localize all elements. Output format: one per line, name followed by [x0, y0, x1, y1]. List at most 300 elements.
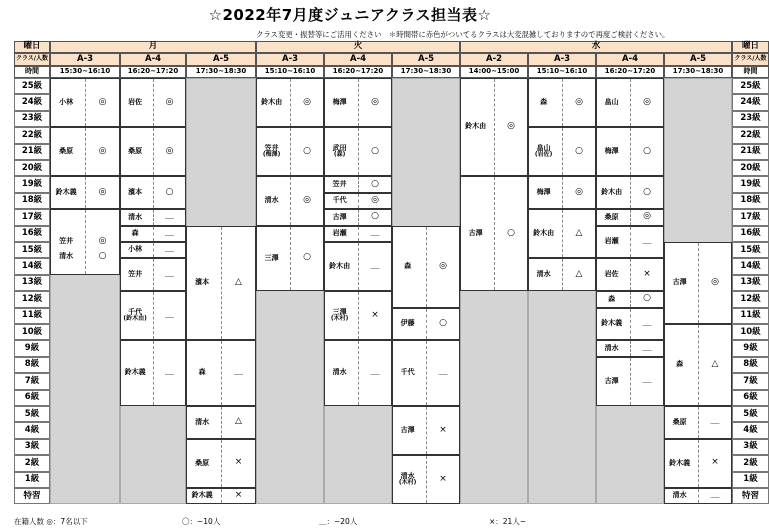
- class-code-header: A-2: [460, 53, 528, 66]
- coach-name: [324, 193, 355, 209]
- level-label: 特習: [14, 488, 50, 504]
- coach-name-text: 清水: [332, 368, 347, 377]
- coach-name-text: 清水: [59, 251, 74, 260]
- class-code-header: A-4: [120, 53, 186, 66]
- coach-name: [596, 78, 627, 127]
- divider: [153, 210, 154, 224]
- capacity-mark: ○: [643, 186, 651, 197]
- coach-name-text: 千代: [128, 307, 143, 316]
- coach-name-text: 古澤: [468, 228, 483, 237]
- level-label-right: 2級: [732, 455, 769, 471]
- class-code-header: A-3: [50, 53, 120, 66]
- coach-name: [186, 406, 218, 439]
- coach-name-text: 清水: [536, 269, 551, 278]
- capacity-mark: ◎: [98, 96, 107, 107]
- coach-name-text: 三澤: [332, 307, 347, 316]
- coach-name: [324, 340, 355, 406]
- capacity-mark: ○: [575, 145, 583, 156]
- coach-name: [50, 78, 82, 127]
- coach-name: [256, 176, 287, 225]
- divider: [358, 210, 359, 224]
- divider: [426, 341, 427, 405]
- coach-name-text: 三澤: [264, 253, 279, 262]
- coach-name-text: 鈴木義: [55, 187, 77, 196]
- class-code-header: A-3: [528, 53, 596, 66]
- coach-name-text: 梅澤: [332, 97, 347, 106]
- coach-name-text: 鈴木義: [601, 319, 623, 328]
- coach-name-text: 清水: [128, 212, 143, 221]
- coach-name: [460, 176, 491, 291]
- level-label-right: 10級: [732, 324, 769, 340]
- capacity-mark: ×: [711, 457, 719, 468]
- capacity-mark: △: [235, 277, 242, 288]
- coach-name-text: 清水: [604, 343, 619, 352]
- capacity-mark: ＿: [710, 490, 720, 501]
- divider: [290, 227, 291, 291]
- class-code-header: A-4: [324, 53, 392, 66]
- coach-name: [120, 226, 150, 242]
- coach-name-text: 桑原: [672, 417, 687, 426]
- divider: [426, 456, 427, 503]
- coach-name: [664, 242, 695, 324]
- divider: [698, 407, 699, 438]
- level-label: 13級: [14, 275, 50, 291]
- divider: [698, 243, 699, 323]
- coach-name: [120, 340, 150, 406]
- coach-name-text: 桑原: [604, 212, 619, 221]
- capacity-mark: ○: [303, 145, 311, 156]
- level-label: 22級: [14, 127, 50, 143]
- divider: [358, 341, 359, 405]
- coach-name-text: 梅澤: [604, 146, 619, 155]
- divider: [153, 128, 154, 175]
- class-code-header: A-5: [186, 53, 256, 66]
- capacity-mark: ◎: [98, 186, 107, 197]
- coach-name: [460, 78, 491, 176]
- usage-note: クラス変更・振替等にご活用ください ＊時間帯に赤色がついてるクラスは大変混雑しておりますので再度ご検討ください。: [256, 30, 670, 39]
- capacity-mark: ×: [371, 309, 379, 320]
- capacity-mark: ＿: [642, 236, 652, 247]
- coach-name-text: 清水: [264, 196, 279, 205]
- coach-name: [528, 176, 559, 209]
- divider: [221, 227, 222, 340]
- coach-name-text: 森: [676, 360, 684, 369]
- class-code-header: A-5: [664, 53, 732, 66]
- divider: [153, 227, 154, 241]
- coach-name: [324, 242, 355, 291]
- divider: [630, 358, 631, 405]
- capacity-mark: ○: [303, 252, 311, 263]
- coach-name-text: 鈴木由: [465, 122, 487, 131]
- level-label: 17級: [14, 209, 50, 225]
- coach-name: [120, 242, 150, 258]
- coach-name: [324, 291, 355, 340]
- divider: [494, 79, 495, 175]
- level-label: 18級: [14, 193, 50, 209]
- coach-name: [120, 291, 150, 340]
- capacity-mark: ＿: [164, 268, 174, 279]
- page-title: ☆2022年7月度ジュニアクラス担当表☆: [208, 6, 492, 24]
- coach-name-text: 岩佐: [604, 269, 619, 278]
- coach-name: [120, 258, 150, 291]
- coach-name-text: 岩佐: [128, 97, 143, 106]
- coach-name: [186, 340, 218, 406]
- coach-name: [50, 176, 82, 209]
- divider: [358, 194, 359, 208]
- divider: [290, 128, 291, 175]
- header-youbi-right: 曜日: [732, 41, 769, 53]
- coach-name-text: 岩瀬: [332, 228, 347, 237]
- legend-item-full: ×：21人~: [489, 517, 527, 526]
- capacity-mark: ○: [507, 227, 515, 238]
- level-label: 24級: [14, 94, 50, 110]
- divider: [153, 341, 154, 405]
- coach-name: [256, 226, 287, 292]
- class-code-header: A-4: [596, 53, 664, 66]
- coach-name: [324, 127, 355, 176]
- coach-name: [596, 291, 627, 307]
- coach-name: [392, 455, 423, 504]
- coach-name: [120, 176, 150, 209]
- divider: [630, 128, 631, 175]
- coach-name: [186, 488, 218, 504]
- divider: [290, 177, 291, 224]
- coach-name: [186, 226, 218, 341]
- capacity-mark: ◎: [303, 96, 311, 107]
- class-time-header: 17:30~18:30: [186, 66, 256, 78]
- capacity-mark: ◎: [643, 96, 651, 107]
- level-label-right: 7級: [732, 373, 769, 389]
- class-code-header: A-3: [256, 53, 324, 66]
- coach-name-text: 森: [198, 368, 206, 377]
- divider: [358, 128, 359, 175]
- level-label: 10級: [14, 324, 50, 340]
- coach-name: [528, 258, 559, 291]
- divider: [494, 177, 495, 290]
- level-label-right: 25級: [732, 78, 769, 94]
- level-label-right: 20級: [732, 160, 769, 176]
- capacity-mark: ＿: [370, 227, 380, 238]
- divider: [562, 177, 563, 208]
- divider: [153, 292, 154, 339]
- coach-name-text: 鈴木義: [124, 368, 146, 377]
- capacity-mark: ＿: [710, 416, 720, 427]
- level-label-right: 12級: [732, 291, 769, 307]
- coach-name-text: 古澤: [400, 425, 415, 434]
- capacity-mark: ◎: [439, 260, 447, 271]
- coach-name-text: 岩瀬: [604, 237, 619, 246]
- capacity-mark: ＿: [164, 367, 174, 378]
- divider: [630, 259, 631, 290]
- capacity-mark: ○: [643, 145, 651, 156]
- level-label: 20級: [14, 160, 50, 176]
- coach-name: [528, 209, 559, 258]
- level-label: 15級: [14, 242, 50, 258]
- class-time-header: 15:10~16:10: [528, 66, 596, 78]
- level-label: 6級: [14, 390, 50, 406]
- coach-name-text: 千代: [332, 196, 347, 205]
- coach-name: [528, 78, 559, 127]
- level-label-right: 22級: [732, 127, 769, 143]
- divider: [698, 440, 699, 487]
- capacity-mark: ◎: [575, 96, 583, 107]
- level-label: 1級: [14, 472, 50, 488]
- coach-name-text: 小林: [128, 245, 143, 254]
- capacity-mark: ＿: [370, 260, 380, 271]
- header-jikan-right: 時間: [732, 66, 769, 78]
- divider: [358, 243, 359, 290]
- level-label-right: 特習: [732, 488, 769, 504]
- capacity-mark: ○: [643, 293, 651, 304]
- capacity-mark: ×: [643, 268, 651, 279]
- coach-name: [596, 209, 627, 225]
- level-label: 5級: [14, 406, 50, 422]
- divider: [85, 177, 86, 208]
- level-label: 23級: [14, 111, 50, 127]
- coach-name: [392, 406, 423, 455]
- divider: [221, 407, 222, 438]
- coach-name-text: 笠井: [332, 179, 347, 188]
- capacity-mark: △: [235, 416, 242, 427]
- coach-name-text: 古澤: [332, 212, 347, 221]
- coach-name-text: 古澤: [604, 376, 619, 385]
- capacity-mark: ＿: [642, 342, 652, 353]
- coach-name-text: 鈴木由: [533, 228, 555, 237]
- coach-name: [50, 127, 82, 176]
- capacity-mark: ◎: [98, 145, 107, 156]
- capacity-mark: ◎: [711, 277, 719, 288]
- coach-name-text: 千代: [400, 368, 415, 377]
- coach-name: [120, 209, 150, 225]
- capacity-mark: ＿: [642, 375, 652, 386]
- divider: [153, 79, 154, 126]
- coach-name: [256, 78, 287, 127]
- divider: [630, 292, 631, 306]
- level-label: 8級: [14, 357, 50, 373]
- level-label-right: 6級: [732, 390, 769, 406]
- class-time-header: 17:30~18:30: [664, 66, 732, 78]
- coach-name-text: 小林: [59, 97, 74, 106]
- level-label-right: 13級: [732, 275, 769, 291]
- coach-name-text: 清水: [400, 471, 415, 480]
- capacity-mark: ＿: [164, 309, 174, 320]
- level-label-right: 23級: [732, 111, 769, 127]
- divider: [426, 407, 427, 454]
- level-label: 12級: [14, 291, 50, 307]
- level-label-right: 1級: [732, 472, 769, 488]
- coach-name-text: 笠井: [59, 237, 74, 246]
- coach-name-text: 濱本: [128, 187, 143, 196]
- coach-name: [596, 258, 627, 291]
- level-label-right: 9級: [732, 340, 769, 356]
- level-label-right: 19級: [732, 176, 769, 192]
- divider: [698, 325, 699, 405]
- coach-name-text: 桑原: [128, 146, 143, 155]
- coach-name-text: 古澤: [672, 278, 687, 287]
- level-label-right: 24級: [732, 94, 769, 110]
- coach-name-text: 鈴木由: [329, 261, 351, 270]
- capacity-mark: ○: [371, 145, 379, 156]
- coach-name-text: 武田: [332, 143, 347, 152]
- coach-name: [50, 239, 82, 275]
- capacity-mark: ○: [439, 318, 447, 329]
- divider: [426, 309, 427, 340]
- day-header: 火: [256, 41, 460, 53]
- level-label: 21級: [14, 144, 50, 160]
- coach-name: [528, 127, 559, 176]
- coach-sub-name: (岩佐): [534, 151, 553, 159]
- coach-name: [596, 357, 627, 406]
- class-time-header: 16:20~17:20: [596, 66, 664, 78]
- level-label-right: 17級: [732, 209, 769, 225]
- capacity-mark: △: [575, 227, 583, 238]
- coach-name-text: 森: [404, 261, 412, 270]
- class-time-header: 17:30~18:30: [392, 66, 460, 78]
- capacity-mark: ◎: [575, 186, 583, 197]
- day-header: 月: [50, 41, 256, 53]
- coach-name-text: 桑原: [195, 458, 210, 467]
- coach-name-text: 笠井: [128, 269, 143, 278]
- divider: [85, 128, 86, 175]
- coach-name: [664, 439, 695, 488]
- divider: [562, 259, 563, 290]
- divider: [562, 128, 563, 175]
- divider: [562, 79, 563, 126]
- coach-name-text: 畠山: [604, 97, 619, 106]
- legend-item-fair: ＿：~20人: [319, 517, 358, 526]
- header-youbi: 曜日: [14, 41, 50, 53]
- legend-item-excellent: 在籍人数 ◎：7名以下: [14, 517, 88, 526]
- divider: [698, 489, 699, 503]
- coach-sub-name: (木村): [398, 479, 417, 487]
- coach-name-text: 清水: [672, 491, 687, 500]
- class-code-header: A-5: [392, 53, 460, 66]
- coach-name: [596, 226, 627, 259]
- divider: [358, 227, 359, 241]
- coach-name-text: 梅澤: [536, 187, 551, 196]
- capacity-mark: ＿: [164, 244, 174, 255]
- capacity-mark: ×: [439, 424, 447, 435]
- schedule-table: [14, 41, 767, 511]
- level-label: 9級: [14, 340, 50, 356]
- capacity-mark: ◎: [303, 195, 311, 206]
- coach-name-text: 畠山: [536, 143, 551, 152]
- capacity-mark: ○: [98, 250, 107, 261]
- capacity-mark: ＿: [164, 227, 174, 238]
- coach-name: [664, 406, 695, 439]
- divider: [358, 292, 359, 339]
- coach-name: [596, 340, 627, 356]
- coach-name: [664, 324, 695, 406]
- coach-name-text: 森: [131, 228, 139, 237]
- divider: [630, 79, 631, 126]
- capacity-mark: ◎: [371, 195, 379, 206]
- divider: [630, 227, 631, 258]
- divider: [426, 227, 427, 307]
- coach-name-text: 森: [540, 97, 548, 106]
- level-label: 25級: [14, 78, 50, 94]
- coach-name-text: 伊藤: [400, 319, 415, 328]
- legend-item-good: 〇：~10人: [182, 517, 221, 526]
- coach-name-text: 鈴木由: [261, 97, 283, 106]
- capacity-mark: ◎: [643, 211, 651, 222]
- header-class-ninzu: クラス/人数: [14, 53, 50, 66]
- level-label: 14級: [14, 258, 50, 274]
- coach-name: [324, 176, 355, 192]
- capacity-mark: ○: [371, 211, 379, 222]
- level-label: 16級: [14, 226, 50, 242]
- class-time-header: 15:10~16:10: [256, 66, 324, 78]
- class-time-header: 14:00~15:00: [460, 66, 528, 78]
- header-jikan: 時間: [14, 66, 50, 78]
- divider: [153, 259, 154, 290]
- header-class-ninzu-right: クラス/人数: [732, 53, 769, 66]
- coach-sub-name: (森): [333, 151, 346, 159]
- class-time-header: 15:30~16:10: [50, 66, 120, 78]
- divider: [358, 177, 359, 191]
- level-label: 4級: [14, 422, 50, 438]
- divider: [358, 79, 359, 126]
- coach-name: [256, 127, 287, 176]
- capacity-mark: ○: [165, 186, 174, 197]
- capacity-mark: ＿: [233, 367, 243, 378]
- coach-name-text: 清水: [195, 417, 210, 426]
- class-time-header: 16:20~17:20: [324, 66, 392, 78]
- level-label: 11級: [14, 308, 50, 324]
- capacity-mark: △: [575, 268, 583, 279]
- capacity-mark: ×: [234, 490, 243, 501]
- coach-name: [324, 209, 355, 225]
- capacity-mark: ◎: [165, 145, 174, 156]
- level-label-right: 15級: [732, 242, 769, 258]
- coach-name: [664, 488, 695, 504]
- divider: [562, 210, 563, 257]
- coach-name: [120, 78, 150, 127]
- capacity-mark: ×: [234, 457, 243, 468]
- coach-name: [596, 308, 627, 341]
- coach-name-text: 森: [608, 294, 616, 303]
- capacity-mark: ＿: [370, 367, 380, 378]
- level-label-right: 14級: [732, 258, 769, 274]
- coach-name: [392, 226, 423, 308]
- coach-name-text: 鈴木義: [669, 458, 691, 467]
- divider: [630, 341, 631, 355]
- capacity-mark: ◎: [98, 236, 107, 247]
- coach-name: [324, 78, 355, 127]
- coach-name: [392, 308, 423, 341]
- level-label-right: 5級: [732, 406, 769, 422]
- divider: [221, 341, 222, 405]
- capacity-mark: ＿: [642, 318, 652, 329]
- coach-name: [596, 127, 627, 176]
- level-label-right: 4級: [732, 422, 769, 438]
- divider: [85, 79, 86, 126]
- capacity-mark: △: [711, 359, 719, 370]
- coach-name: [120, 127, 150, 176]
- class-time-header: 16:20~17:20: [120, 66, 186, 78]
- level-label: 3級: [14, 439, 50, 455]
- coach-sub-name: (梅澤): [262, 151, 281, 159]
- capacity-mark: ＿: [438, 367, 448, 378]
- coach-name-text: 桑原: [59, 146, 74, 155]
- coach-name: [324, 226, 355, 242]
- divider: [630, 177, 631, 208]
- divider: [290, 79, 291, 126]
- divider: [630, 309, 631, 340]
- capacity-mark: ＿: [164, 211, 174, 222]
- coach-sub-name: (木村): [330, 315, 349, 323]
- level-label-right: 16級: [732, 226, 769, 242]
